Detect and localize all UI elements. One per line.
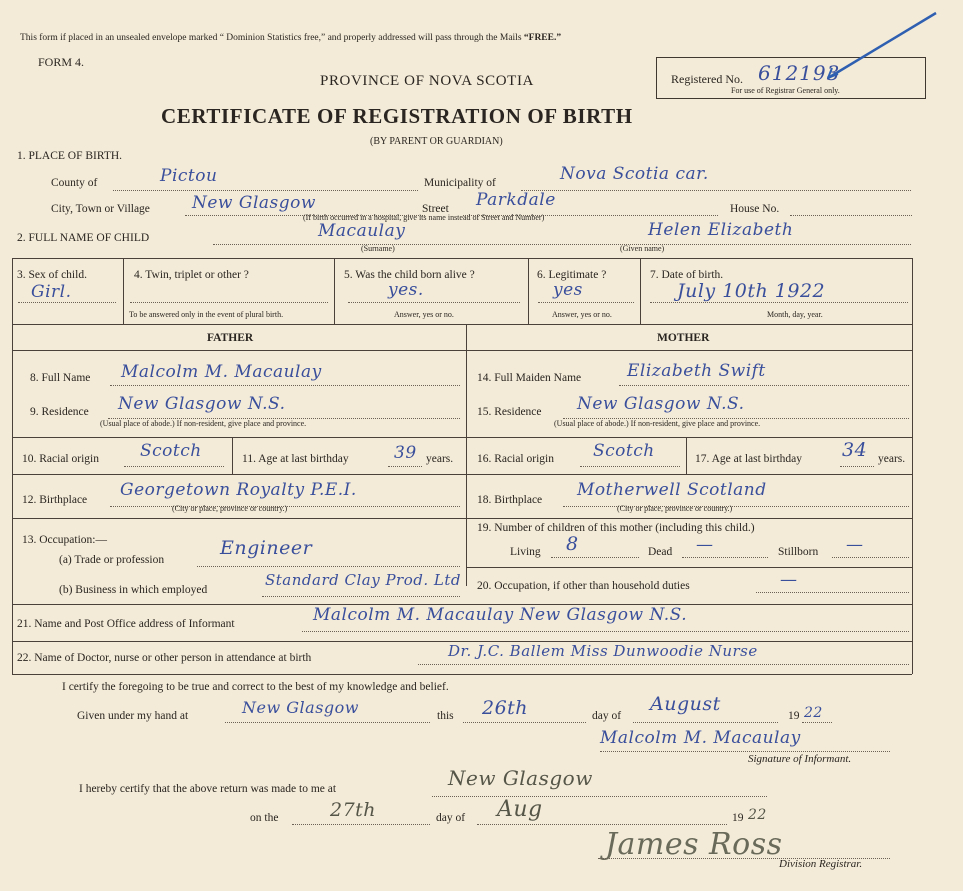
municipality-value: Nova Scotia car. — [560, 164, 709, 184]
certify-year-line — [802, 722, 832, 723]
date-of-birth-label: 7. Date of birth. — [650, 269, 724, 281]
trade-label: (a) Trade or profession — [59, 554, 165, 566]
informant-signature-label: Signature of Informant. — [748, 753, 852, 765]
date-of-birth-note: Month, day, year. — [767, 310, 823, 319]
mother-racial-origin: Scotch — [593, 441, 655, 461]
dead-value: — — [696, 535, 714, 555]
mail-notice — [20, 33, 561, 43]
sex-label: 3. Sex of child. — [17, 269, 87, 281]
registered-label: Registered No. — [671, 72, 743, 86]
mother-birthplace-line — [563, 506, 909, 507]
col-divider — [640, 258, 641, 324]
mother-age-label: 17. Age at last birthday — [695, 453, 802, 465]
informant-value: Malcolm M. Macaulay New Glasgow N.S. — [313, 605, 688, 625]
mother-birthplace-label: 18. Birthplace — [477, 494, 543, 506]
father-age-label: 11. Age at last birthday — [242, 453, 349, 465]
mother-occupation-line — [756, 592, 909, 593]
form-number: FORM 4. — [38, 55, 85, 69]
father-racial-label: 10. Racial origin — [22, 453, 99, 465]
mail-notice-text: This form if placed in an unsealed envelope marked “ Dominion Statistics free,” and properly addressed will pass through the Mails — [20, 33, 522, 43]
informant-line — [302, 631, 909, 632]
municipality-label: Municipality of — [424, 177, 496, 189]
col-divider — [528, 258, 529, 324]
dead-label: Dead — [648, 546, 673, 558]
county-line — [113, 190, 418, 191]
row-divider — [12, 474, 466, 475]
mother-occupation: — — [780, 570, 798, 590]
registrar-day-line — [292, 824, 430, 825]
sex-line — [18, 302, 116, 303]
mother-name-label: 14. Full Maiden Name — [477, 372, 582, 384]
business-line — [262, 596, 460, 597]
informant-label: 21. Name and Post Office address of Informant — [17, 618, 235, 630]
date-of-birth-value: July 10th 1922 — [677, 280, 826, 302]
mother-birthplace-note: (City or place, province or country.) — [617, 504, 733, 513]
given-place: New Glasgow — [242, 698, 359, 717]
mother-racial-line — [580, 466, 680, 467]
father-name-label: 8. Full Name — [30, 372, 91, 384]
father-racial-origin: Scotch — [140, 441, 202, 461]
col-divider — [334, 258, 335, 324]
mother-racial-label: 16. Racial origin — [477, 453, 554, 465]
occupation-label: 13. Occupation:— — [22, 534, 107, 546]
father-residence-label: 9. Residence — [30, 406, 89, 418]
born-alive-value: yes. — [388, 280, 424, 300]
place-of-birth-label: 1. PLACE OF BIRTH. — [17, 150, 123, 162]
registrar-general-note: For use of Registrar General only. — [731, 86, 840, 95]
city-value: New Glasgow — [192, 193, 316, 213]
frame-left — [12, 258, 13, 674]
registrar-dayof-label: day of — [436, 812, 466, 824]
doctor-line — [418, 664, 909, 665]
mother-age: 34 — [842, 439, 868, 461]
province-heading: PROVINCE OF NOVA SCOTIA — [320, 73, 534, 89]
father-name: Malcolm M. Macaulay — [121, 362, 322, 382]
mother-years-label: years. — [878, 453, 906, 465]
center-divider — [466, 324, 467, 586]
row-divider — [466, 437, 912, 438]
registrar-year: 22 — [748, 807, 767, 823]
certify-text: I certify the foregoing to be true and correct to the best of my knowledge and belief. — [62, 681, 449, 693]
row-divider — [466, 518, 912, 519]
legitimate-value: yes — [553, 280, 583, 300]
stillborn-label: Stillborn — [778, 546, 819, 558]
business-value: Standard Clay Prod. Ltd — [265, 571, 461, 589]
col-divider — [232, 437, 233, 474]
house-number-label: House No. — [730, 203, 780, 215]
registrar-year-prefix: 19 — [732, 812, 744, 824]
legitimate-line — [538, 302, 634, 303]
stillborn-line — [832, 557, 909, 558]
row-divider — [12, 350, 912, 351]
frame-right — [912, 258, 913, 674]
mother-occupation-label: 20. Occupation, if other than household duties — [477, 580, 690, 592]
col-divider — [123, 258, 124, 324]
father-birthplace: Georgetown Royalty P.E.I. — [120, 480, 357, 500]
father-racial-line — [124, 466, 224, 467]
street-label: Street — [422, 203, 449, 215]
father-age: 39 — [394, 443, 417, 463]
dead-line — [682, 557, 768, 558]
mother-heading: MOTHER — [657, 332, 710, 344]
registrar-signature: James Ross — [605, 827, 783, 862]
certify-dayof-label: day of — [592, 710, 622, 722]
pen-mark-icon — [818, 8, 948, 98]
father-name-line — [110, 385, 460, 386]
row-divider — [466, 474, 912, 475]
father-residence: New Glasgow N.S. — [118, 394, 286, 414]
father-years-label: years. — [426, 453, 454, 465]
born-alive-label: 5. Was the child born alive ? — [344, 269, 475, 281]
father-birthplace-note: (City or place, province or country.) — [172, 504, 288, 513]
mother-age-line — [840, 466, 874, 467]
registrar-place: New Glasgow — [448, 766, 593, 790]
county-value: Pictou — [160, 166, 218, 186]
trade-value: Engineer — [220, 537, 313, 559]
born-alive-line — [348, 302, 520, 303]
business-label: (b) Business in which employed — [59, 584, 208, 596]
row-divider — [12, 324, 912, 325]
twin-line — [130, 302, 328, 303]
date-of-birth-line — [650, 302, 908, 303]
mother-residence-note: (Usual place of abode.) If non-resident, give place and province. — [554, 419, 761, 428]
registrar-text: I hereby certify that the above return was made to me at — [79, 783, 337, 795]
father-heading: FATHER — [207, 332, 254, 344]
legitimate-note: Answer, yes or no. — [552, 310, 612, 319]
certificate-subtitle: (BY PARENT OR GUARDIAN) — [370, 136, 503, 147]
row-divider — [12, 674, 912, 675]
street-value: Parkdale — [476, 190, 556, 210]
twin-note: To be answered only in the event of plural birth. — [129, 310, 284, 319]
mother-name-line — [619, 385, 909, 386]
row-divider — [466, 567, 912, 568]
mother-name: Elizabeth Swift — [627, 361, 766, 381]
house-number-line — [790, 215, 912, 216]
row-divider — [12, 437, 466, 438]
living-line — [551, 557, 639, 558]
certify-month-line — [633, 722, 778, 723]
hospital-note: (If birth occurred in a hospital, give its name instead of Street and Number) — [303, 213, 545, 222]
stillborn-value: — — [846, 535, 864, 555]
living-value: 8 — [566, 533, 579, 555]
certificate-title: CERTIFICATE OF REGISTRATION OF BIRTH — [161, 104, 633, 128]
registrar-month-line — [477, 824, 727, 825]
certify-day: 26th — [482, 697, 529, 719]
child-given-name: Helen Elizabeth — [648, 220, 794, 240]
given-under-label: Given under my hand at — [77, 710, 189, 722]
certify-year: 22 — [804, 705, 823, 721]
child-name-line — [213, 244, 911, 245]
informant-signature: Malcolm M. Macaulay — [600, 728, 801, 748]
sex-value: Girl. — [31, 282, 72, 302]
doctor-value: Dr. J.C. Ballem Miss Dunwoodie Nurse — [448, 642, 758, 660]
registered-number: 612193 — [758, 61, 841, 85]
children-label: 19. Number of children of this mother (including this child.) — [477, 522, 755, 534]
certify-day-line — [463, 722, 586, 723]
trade-line — [197, 566, 460, 567]
registrar-on-label: on the — [250, 812, 279, 824]
certify-month: August — [650, 693, 721, 715]
twin-label: 4. Twin, triplet or other ? — [134, 269, 249, 281]
city-label: City, Town or Village — [51, 203, 150, 215]
row-divider — [12, 518, 466, 519]
registrar-month: Aug — [497, 797, 543, 822]
child-surname: Macaulay — [318, 221, 406, 241]
legitimate-label: 6. Legitimate ? — [537, 269, 607, 281]
doctor-label: 22. Name of Doctor, nurse or other person in attendance at birth — [17, 652, 312, 664]
registrar-place-line — [432, 796, 767, 797]
registrar-day: 27th — [330, 799, 377, 821]
father-age-line — [388, 466, 422, 467]
certify-year-prefix: 19 — [788, 710, 800, 722]
father-birthplace-label: 12. Birthplace — [22, 494, 88, 506]
this-label: this — [437, 710, 454, 722]
given-name-note: (Given name) — [620, 244, 665, 253]
mother-residence: New Glasgow N.S. — [577, 394, 745, 414]
mother-residence-label: 15. Residence — [477, 406, 542, 418]
row-divider — [12, 258, 912, 259]
municipality-line — [521, 190, 911, 191]
division-registrar-label: Division Registrar. — [779, 858, 863, 870]
county-label: County of — [51, 177, 98, 189]
born-alive-note: Answer, yes or no. — [394, 310, 454, 319]
living-label: Living — [510, 546, 541, 558]
free-label: “FREE.” — [523, 33, 562, 43]
mother-birthplace: Motherwell Scotland — [577, 480, 767, 500]
father-residence-note: (Usual place of abode.) If non-resident, give place and province. — [100, 419, 307, 428]
col-divider — [686, 437, 687, 474]
given-place-line — [225, 722, 430, 723]
child-name-label: 2. FULL NAME OF CHILD — [17, 232, 150, 244]
surname-note: (Surname) — [361, 244, 395, 253]
